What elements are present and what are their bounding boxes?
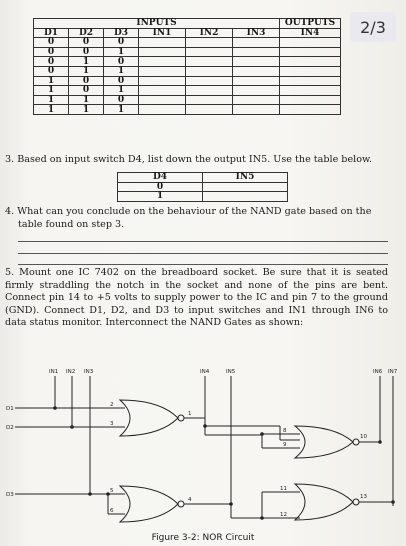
pin-label: 1 <box>188 411 192 417</box>
cell: 0 <box>34 38 69 48</box>
pin-label: 8 <box>283 428 287 434</box>
blank-cell[interactable] <box>233 76 280 86</box>
page-indicator: 2/3 <box>350 12 396 42</box>
blank-cell[interactable] <box>186 38 233 48</box>
blank-cell[interactable] <box>233 38 280 48</box>
answer-line[interactable] <box>18 264 388 265</box>
blank-cell[interactable] <box>280 47 341 57</box>
cell: 1 <box>69 95 104 105</box>
blank-cell[interactable] <box>186 86 233 96</box>
step-4-text: 4. What can you conclude on the behaviour of the NAND gate based on the <box>5 206 372 217</box>
inputs-header: INPUTS <box>34 19 280 29</box>
blank-cell[interactable] <box>139 38 186 48</box>
pin-label: 3 <box>110 421 114 427</box>
nor-circuit-diagram <box>0 360 406 530</box>
blank-cell[interactable] <box>280 105 341 115</box>
blank-cell[interactable] <box>280 86 341 96</box>
col-header: IN2 <box>186 28 233 38</box>
cell: 0 <box>69 86 104 96</box>
label-in1: IN1 <box>49 369 59 375</box>
cell: 1 <box>69 57 104 67</box>
blank-cell[interactable] <box>139 95 186 105</box>
answer-line[interactable] <box>18 253 388 254</box>
blank-cell[interactable] <box>139 47 186 57</box>
blank-cell[interactable] <box>139 57 186 67</box>
cell: 1 <box>34 105 69 115</box>
outputs-header: OUTPUTS <box>280 19 341 29</box>
pin-label: 9 <box>283 442 287 448</box>
blank-cell[interactable] <box>233 95 280 105</box>
cell: 0 <box>69 38 104 48</box>
pin-label: 11 <box>280 486 287 492</box>
blank-cell[interactable] <box>233 47 280 57</box>
blank-cell[interactable] <box>233 66 280 76</box>
label-in3: IN3 <box>84 369 94 375</box>
blank-cell[interactable] <box>139 105 186 115</box>
blank-cell[interactable] <box>233 86 280 96</box>
col-header: D3 <box>104 28 139 38</box>
label-d3: D3 <box>6 492 14 498</box>
table-row <box>34 57 341 67</box>
cell: 1 <box>69 66 104 76</box>
truth-table <box>33 18 341 115</box>
answer-line[interactable] <box>18 241 388 242</box>
label-in4: IN4 <box>200 369 210 375</box>
cell: 0 <box>69 76 104 86</box>
col-header: D1 <box>34 28 69 38</box>
pin-label: 13 <box>360 494 367 500</box>
cell: 1 <box>118 192 203 202</box>
step-5-text: 5. Mount one IC 7402 on the breadboard socket. Be sure that it is seated firmly straddling the notch in the socket and none of the pins are bent. Connect pin 14 to +5 volts to supply power to the IC and pin 7 to the ground (GND). Connect D1, D2, and D3 to input switches and IN1 through IN6 to data status monitor. Interconnect the NAND Gates as shown: <box>5 267 388 329</box>
blank-cell[interactable] <box>186 66 233 76</box>
col-header: D4 <box>118 173 203 183</box>
pin-label: 12 <box>280 512 287 518</box>
pin-label: 4 <box>188 497 192 503</box>
cell: 0 <box>118 182 203 192</box>
blank-cell[interactable] <box>139 76 186 86</box>
table-row <box>34 66 341 76</box>
pin-label: 2 <box>110 402 114 408</box>
cell: 1 <box>104 105 139 115</box>
blank-cell[interactable] <box>186 57 233 67</box>
col-header: IN5 <box>203 173 288 183</box>
cell: 0 <box>104 38 139 48</box>
table-row <box>118 182 288 192</box>
label-in2: IN2 <box>66 369 76 375</box>
cell: 1 <box>34 76 69 86</box>
blank-cell[interactable] <box>280 57 341 67</box>
col-header: IN3 <box>233 28 280 38</box>
cell: 0 <box>69 47 104 57</box>
label-in7: IN7 <box>388 369 398 375</box>
col-header: IN1 <box>139 28 186 38</box>
blank-cell[interactable] <box>280 66 341 76</box>
d4-table <box>117 172 288 202</box>
cell: 1 <box>34 86 69 96</box>
pin-label: 10 <box>360 434 367 440</box>
table-row <box>34 47 341 57</box>
step-3-text: 3. Based on input switch D4, list down the output IN5. Use the table below. <box>5 154 373 165</box>
pin-label: 5 <box>110 488 114 494</box>
blank-cell[interactable] <box>203 182 288 192</box>
col-header: D2 <box>69 28 104 38</box>
table-row <box>34 76 341 86</box>
pin-label: 6 <box>110 508 114 514</box>
cell: 0 <box>104 95 139 105</box>
label-in6: IN6 <box>373 369 383 375</box>
blank-cell[interactable] <box>139 66 186 76</box>
figure-caption: Figure 3-2: NOR Circuit <box>151 533 255 543</box>
cell: 0 <box>34 57 69 67</box>
cell: 1 <box>104 66 139 76</box>
cell: 0 <box>34 66 69 76</box>
blank-cell[interactable] <box>280 76 341 86</box>
blank-cell[interactable] <box>186 47 233 57</box>
blank-cell[interactable] <box>280 95 341 105</box>
table-row <box>34 105 341 115</box>
cell: 1 <box>34 95 69 105</box>
blank-cell[interactable] <box>139 86 186 96</box>
blank-cell[interactable] <box>280 38 341 48</box>
cell: 1 <box>104 86 139 96</box>
col-header: IN4 <box>280 28 341 38</box>
blank-cell[interactable] <box>186 95 233 105</box>
table-row <box>34 86 341 96</box>
table-row <box>34 38 341 48</box>
cell: 1 <box>69 105 104 115</box>
blank-cell[interactable] <box>186 105 233 115</box>
blank-cell[interactable] <box>203 192 288 202</box>
blank-cell[interactable] <box>186 76 233 86</box>
label-d1: D1 <box>6 406 14 412</box>
cell: 0 <box>104 57 139 67</box>
step-4-continued: table found on step 3. <box>18 219 125 230</box>
cell: 0 <box>104 76 139 86</box>
cell: 0 <box>34 47 69 57</box>
table-row <box>118 192 288 202</box>
label-d2: D2 <box>6 425 14 431</box>
label-in5: IN5 <box>226 369 236 375</box>
cell: 1 <box>104 47 139 57</box>
blank-cell[interactable] <box>233 105 280 115</box>
blank-cell[interactable] <box>233 57 280 67</box>
table-row <box>34 95 341 105</box>
